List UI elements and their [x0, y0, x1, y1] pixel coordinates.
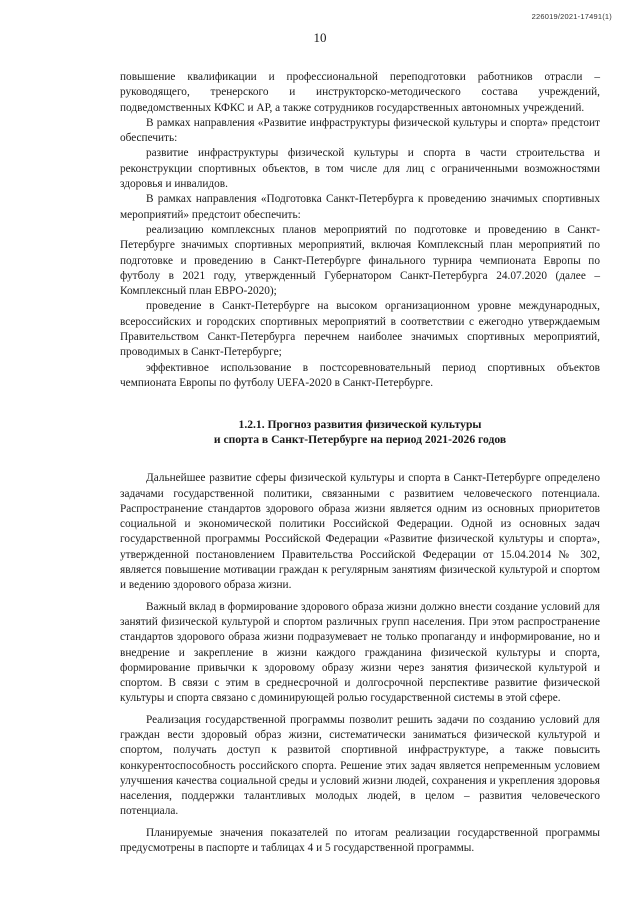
- intro-block: [120, 70, 600, 391]
- page-number: 10: [313, 30, 327, 45]
- paragraph: Дальнейшее развитие сферы физической культуры и спорта в Санкт-Петербурге определено задачами государственной политики, связанными с развитием человеческого потенциала. Распространение стандартов здорового образа жизни является одним из основных приоритетов социальной и экономической политики Российской Федерации. Одной из основных задач государственной программы Российской Федерации «Развитие физической культуры и спорта», утвержденной постановлением Правительства Российской Федерации от 15.04.2014 № 302, является повышение мотивации граждан к регулярным занятиям физической культурой и спортом и ведению здорового образа жизни.: [120, 472, 600, 592]
- section-heading-line: и спорта в Санкт-Петербурге на период 2021-2026 годов: [213, 433, 507, 447]
- paragraph: В рамках направления «Подготовка Санкт-Петербурга к проведению значимых спортивных мероприятий» предстоит обеспечить:: [120, 193, 600, 221]
- paragraph: развитие инфраструктуры физической культуры и спорта в части строительства и реконструкции спортивных объектов, в том числе для лиц с ограниченными возможностями здоровья и инвалидов.: [120, 147, 600, 191]
- paragraph: В рамках направления «Развитие инфраструктуры физической культуры и спорта» предстоит обеспечить:: [120, 116, 600, 145]
- paragraph: Важный вклад в формирование здорового образа жизни должно внести создание условий для занятий физической культурой и спортом различных групп населения. При этом распространение стандартов здорового образа жизни подразумевает не только пропаганду и информирование, но и внедрение и закрепление в жизни каждого гражданина физической культуры и спорта, формирование привычки к здоровому образу жизни через занятия физической культурой и спортом. В связи с этим в среднесрочной и долгосрочной перспективе развитие физической культуры и спорта связано с доминирующей ролью государственной системы в этой сфере.: [120, 600, 600, 705]
- section-heading-line: 1.2.1. Прогноз развития физической культуры: [238, 418, 482, 432]
- paragraph: эффективное использование в постсоревновательный период спортивных объектов чемпионата Европы по футболу UEFA-2020 в Санкт-Петербурге.: [120, 361, 600, 389]
- paragraph: повышение квалификации и профессиональной переподготовки работников отрасли – руководящего, тренерского и инструкторско-методического состава учреждений, подведомственных КФКС и АР, а также сотрудников государственных автономных учреждений.: [120, 71, 600, 114]
- paragraph: проведение в Санкт-Петербурге на высоком организационном уровне международных, всероссийских и городских спортивных мероприятий в соответствии с ежегодно утверждаемым Правительством Санкт-Петербурга перечнем наиболее значимых спортивных мероприятий, проводимых в Санкт-Петербурге;: [120, 300, 600, 359]
- paragraph: Реализация государственной программы позволит решить задачи по созданию условий для граждан вести здоровый образ жизни, систематически заниматься физической культурой и спортом, получать доступ к развитой спортивной инфраструктуре, а также повысить конкурентоспособность российского спорта. Решение этих задач является непременным условием улучшения качества социальной среды и условий жизни людей, сохранения и укрепления здоровья населения, поддержки талантливых молодых людей, в целом – развития человеческого потенциала.: [120, 713, 600, 818]
- paragraph: Планируемые значения показателей по итогам реализации государственной программы предусмотрены в паспорте и таблицах 4 и 5 государственной программы.: [120, 826, 600, 855]
- document-body: [120, 70, 600, 862]
- document-id: 226019/2021-17491(1): [531, 12, 612, 21]
- section-heading: [120, 417, 600, 447]
- paragraph: реализацию комплексных планов мероприятий по подготовке и проведению в Санкт-Петербурге значимых спортивных мероприятий, включая Комплексный план мероприятий по подготовке и проведению в Санкт-Петербурге финального турнира чемпионата Европы по футболу в 2021 году, утвержденный Губернатором Санкт-Петербурга 24.07.2020 (далее – Комплексный план ЕВРО-2020);: [120, 223, 600, 298]
- forecast-block: [120, 471, 600, 856]
